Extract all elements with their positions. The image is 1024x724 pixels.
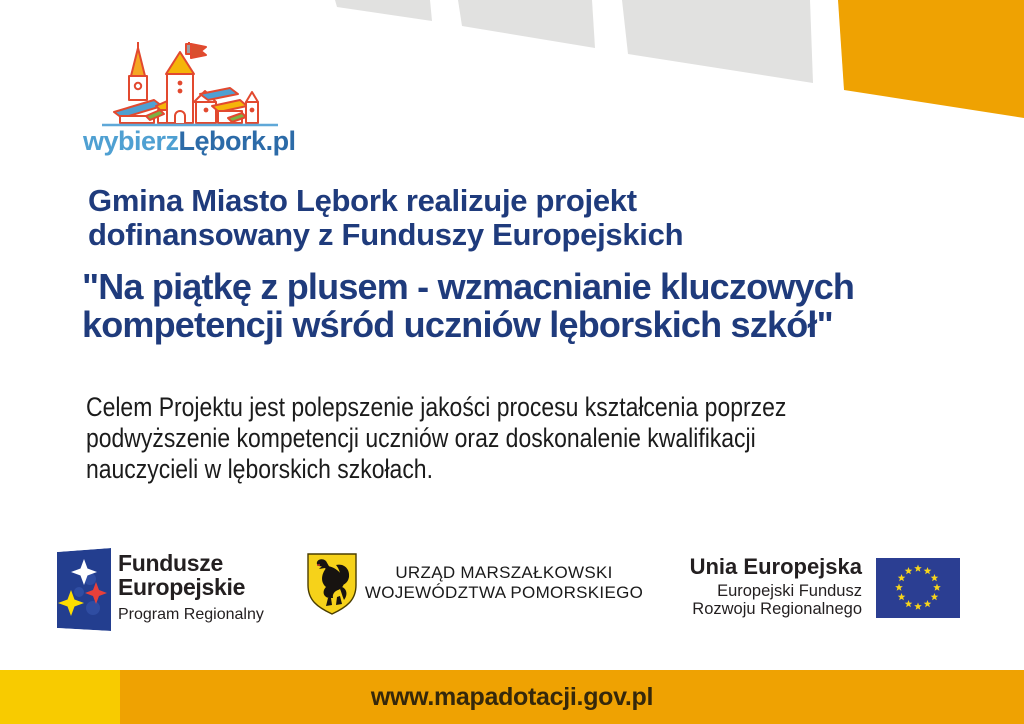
brand-wordmark-wybierz: wybierz bbox=[83, 126, 179, 156]
project-title-line2: kompetencji wśród uczniów lęborskich szkół" bbox=[82, 304, 833, 345]
footer-bar bbox=[0, 670, 1024, 724]
fe-flag-icon bbox=[57, 548, 111, 632]
eu-subtitle-line1: Europejski Fundusz bbox=[717, 582, 862, 600]
fe-title-line2: Europejskie bbox=[118, 574, 246, 600]
description-line1: Celem Projektu jest polepszenie jakości procesu kształcenia poprzez bbox=[86, 392, 787, 422]
eu-logo-text bbox=[600, 554, 862, 618]
decor-gray-shape-3 bbox=[622, 0, 813, 83]
headline-line2: dofinansowany z Funduszy Europejskich bbox=[88, 217, 684, 252]
brand-wordmark-lebork: Lębork.pl bbox=[178, 126, 296, 156]
decor-gray-shape-2 bbox=[458, 0, 595, 48]
eu-title: Unia Europejska bbox=[689, 554, 862, 579]
decor-gray-shape-1 bbox=[335, 0, 432, 21]
brand-wordmark bbox=[83, 126, 296, 157]
lebork-townscape-icon bbox=[100, 36, 280, 128]
pomorskie-coat-of-arms-icon bbox=[306, 553, 358, 617]
project-title bbox=[82, 268, 854, 344]
eu-subtitle-line2: Rozwoju Regionalnego bbox=[692, 600, 862, 618]
description-line2: podwyższenie kompetencji uczniów oraz doskonalenie kwalifikacji bbox=[86, 423, 756, 453]
fe-subtitle: Program Regionalny bbox=[118, 606, 264, 623]
headline bbox=[88, 184, 683, 252]
project-description bbox=[86, 392, 786, 485]
eu-flag-icon bbox=[876, 558, 960, 618]
project-title-line1: "Na piątkę z plusem - wzmacnianie kluczowych bbox=[82, 266, 855, 307]
marshal-office-line1: URZĄD MARSZAŁKOWSKI bbox=[395, 563, 613, 582]
headline-line1: Gmina Miasto Lębork realizuje projekt bbox=[88, 183, 637, 218]
description-line3: nauczycieli w lęborskich szkołach. bbox=[86, 454, 433, 484]
fe-logo-text bbox=[118, 551, 264, 624]
decor-orange-shape bbox=[838, 0, 1024, 118]
footer-url: www.mapadotacji.gov.pl bbox=[370, 683, 654, 711]
fe-title-line1: Fundusze bbox=[118, 550, 223, 576]
marshal-office-line2: WOJEWÓDZTWA POMORSKIEGO bbox=[364, 583, 644, 602]
